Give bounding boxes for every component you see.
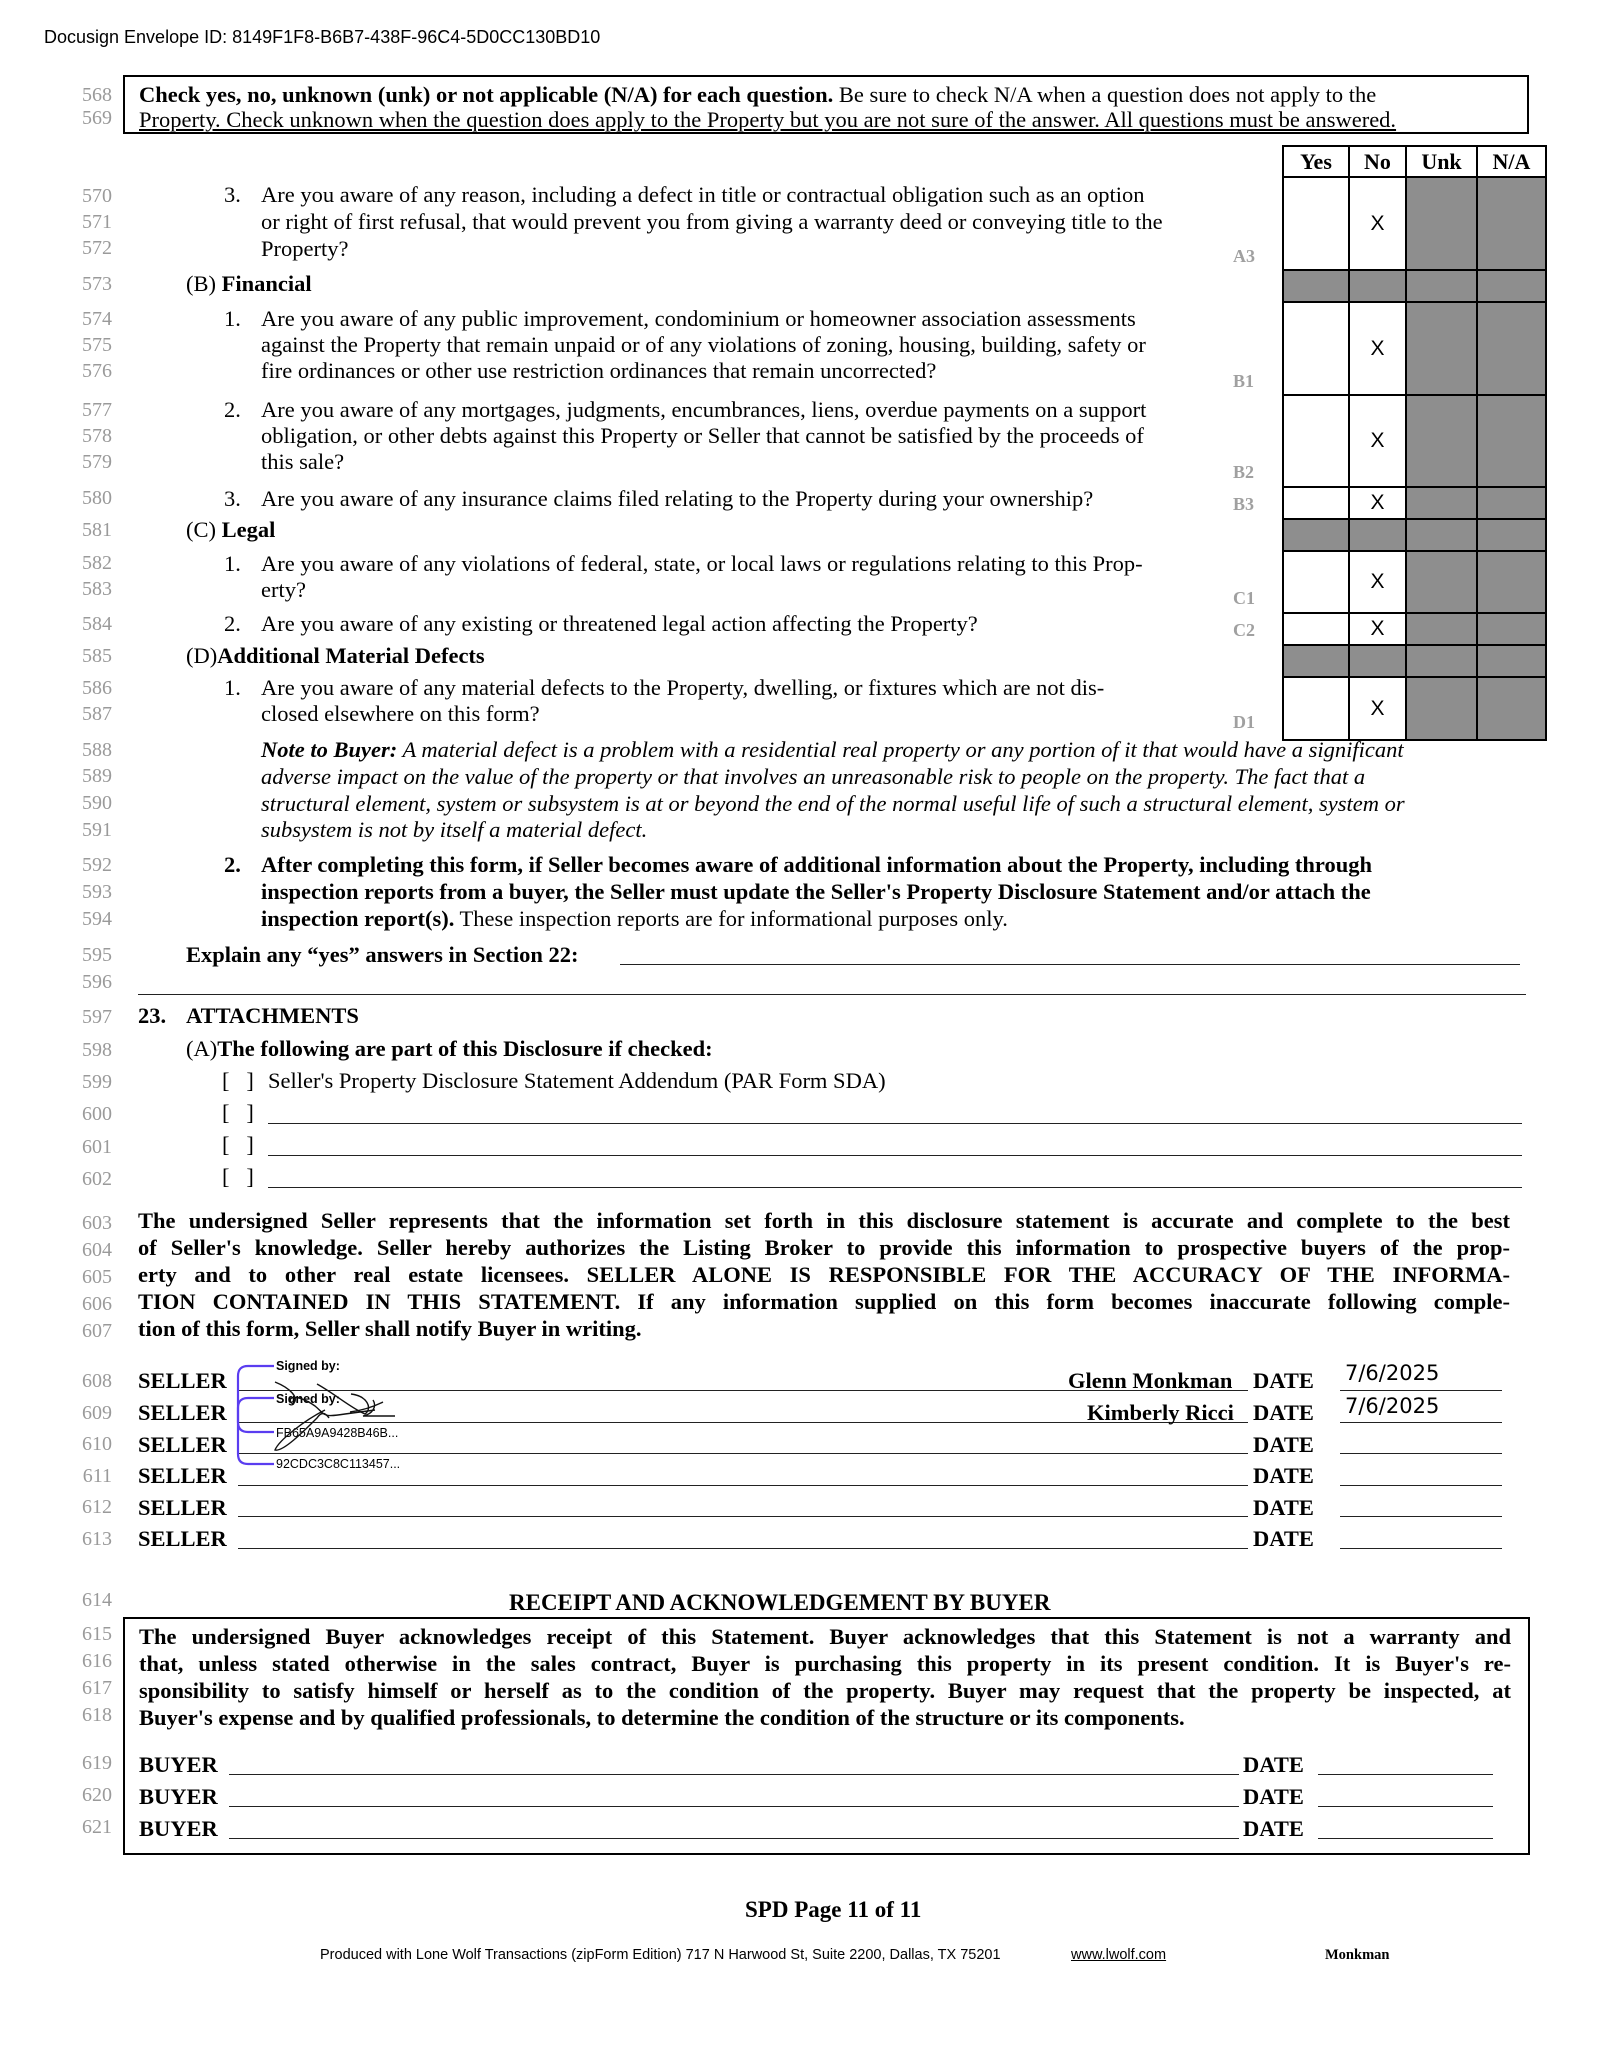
- line-number: 589: [82, 765, 112, 787]
- grid-row-b3: [1283, 487, 1546, 519]
- seller-signature-line-4[interactable]: [238, 1485, 1248, 1486]
- row-label-b3: B3: [1233, 494, 1255, 514]
- line-number: 596: [82, 971, 112, 993]
- cell-disabled: [1477, 302, 1546, 395]
- line-number: 586: [82, 677, 112, 699]
- line-number: 568: [82, 84, 112, 106]
- attachment-label-1: Seller's Property Disclosure Statement Addendum (PAR Form SDA): [268, 1068, 886, 1093]
- seller-signature-line-5[interactable]: [238, 1516, 1248, 1517]
- checkbox-d1-yes[interactable]: [1283, 677, 1349, 740]
- line-number: 573: [82, 273, 112, 295]
- line-number: 581: [82, 519, 112, 541]
- seller-date-field-2[interactable]: [1340, 1422, 1502, 1423]
- buyer-signature-line-1[interactable]: [229, 1774, 1239, 1775]
- seller-date-value-1: 7/6/2025: [1345, 1361, 1440, 1385]
- line-number: 606: [82, 1293, 112, 1315]
- note-to-buyer: Note to Buyer: A material defect is a problem with a residential real property or any portion of it that would have a significant: [261, 737, 1404, 762]
- line-number: 584: [82, 613, 112, 635]
- cell-disabled: [1477, 551, 1546, 613]
- line-number: 572: [82, 237, 112, 259]
- line-number: 618: [82, 1704, 112, 1726]
- attachment-checkbox-2[interactable]: [ ]: [222, 1100, 254, 1125]
- buyer-date-field-3[interactable]: [1318, 1838, 1493, 1839]
- seller-date-field-4[interactable]: [1340, 1485, 1502, 1486]
- line-number: 574: [82, 308, 112, 330]
- row-label-c2: C2: [1233, 620, 1255, 640]
- seller-date-value-2: 7/6/2025: [1345, 1394, 1440, 1418]
- seller-name-1: Glenn Monkman: [1068, 1368, 1233, 1393]
- checkbox-b1-no[interactable]: X: [1349, 302, 1406, 395]
- line-number: 579: [82, 451, 112, 473]
- attachment-checkbox-4[interactable]: [ ]: [222, 1164, 254, 1189]
- page-number: SPD Page 11 of 11: [745, 1897, 922, 1922]
- checkbox-d1-no[interactable]: X: [1349, 677, 1406, 740]
- line-number: 616: [82, 1650, 112, 1672]
- attachment-input-4[interactable]: [268, 1187, 1522, 1188]
- line-number: 607: [82, 1320, 112, 1342]
- row-label-a3: A3: [1233, 246, 1255, 266]
- line-number: 570: [82, 185, 112, 207]
- docusign-signed-by-2: Signed by:: [276, 1392, 340, 1406]
- cell-disabled: [1477, 395, 1546, 487]
- line-number: 608: [82, 1370, 112, 1392]
- explain-input-line-1[interactable]: [620, 964, 1520, 965]
- seller-name-2: Kimberly Ricci: [1087, 1400, 1234, 1425]
- footer-file-name: Monkman: [1325, 1947, 1390, 1963]
- line-number: 621: [82, 1816, 112, 1838]
- cell-disabled: [1406, 487, 1477, 519]
- question-a3-text: Are you aware of any reason, including a defect in title or contractual obligation such as an option: [261, 182, 1145, 207]
- line-number: 620: [82, 1784, 112, 1806]
- buyer-acknowledgement-box: The undersigned Buyer acknowledges receipt of this Statement. Buyer acknowledges that this Statement is not a warranty and that, unless stated otherwise in the sales contract, Buyer is purchasing this property in its present condition. It is Buyer's re- sponsibility to satisfy himself or herself as to the condition of the property. Buyer may request that the property be inspected, at Buyer's expense and by qualified professionals, to determine the condition of the structure or its components. BUYER DATE BUYER DATE BUYER DATE: [123, 1617, 1530, 1855]
- grid-row-c1: [1283, 551, 1546, 613]
- grid-row-b2: [1283, 395, 1546, 487]
- docusign-envelope-id: Docusign Envelope ID: 8149F1F8-B6B7-438F-96C4-5D0CC130BD10: [44, 27, 601, 47]
- buyer-label: BUYER: [139, 1752, 218, 1777]
- cell-disabled: [1477, 613, 1546, 645]
- line-number: 577: [82, 399, 112, 421]
- checkbox-a3-no[interactable]: X: [1349, 177, 1406, 270]
- cell-disabled: [1406, 677, 1477, 740]
- line-number: 582: [82, 552, 112, 574]
- line-number: 588: [82, 739, 112, 761]
- row-label-b2: B2: [1233, 462, 1255, 482]
- grid-row-divider: [1283, 519, 1546, 551]
- buyer-date-field-2[interactable]: [1318, 1806, 1493, 1807]
- question-d2-text: After completing this form, if Seller becomes aware of additional information about the Property, including through: [261, 852, 1373, 877]
- line-number: 609: [82, 1402, 112, 1424]
- line-number: 578: [82, 425, 112, 447]
- footer-link[interactable]: www.lwolf.com: [1071, 1947, 1167, 1963]
- explain-label: Explain any “yes” answers in Section 22:: [186, 942, 579, 967]
- line-number: 583: [82, 578, 112, 600]
- line-number: 580: [82, 487, 112, 509]
- header-unk: Unk: [1406, 146, 1477, 177]
- seller-label: SELLER: [138, 1400, 227, 1425]
- answer-grid: [1282, 145, 1545, 741]
- docusign-signed-by-1: Signed by:: [276, 1359, 340, 1373]
- checkbox-b1-yes[interactable]: [1283, 302, 1349, 395]
- attachments-subheading: (A)The following are part of this Disclosure if checked:: [186, 1036, 713, 1061]
- section-b-heading: (B) Financial: [186, 271, 312, 296]
- line-number: 571: [82, 211, 112, 233]
- cell-disabled: [1406, 551, 1477, 613]
- line-number: 593: [82, 881, 112, 903]
- checkbox-b2-no[interactable]: X: [1349, 395, 1406, 487]
- line-number: 587: [82, 703, 112, 725]
- line-number: 619: [82, 1752, 112, 1774]
- buyer-section-title: RECEIPT AND ACKNOWLEDGEMENT BY BUYER: [509, 1590, 1051, 1615]
- grid-row-c2: [1283, 613, 1546, 645]
- seller-date-field-6[interactable]: [1340, 1548, 1502, 1549]
- line-number: 603: [82, 1212, 112, 1234]
- attachments-number: 23.: [138, 1003, 167, 1028]
- seller-signature-line-6[interactable]: [238, 1548, 1248, 1549]
- line-number: 575: [82, 334, 112, 356]
- line-number: 601: [82, 1136, 112, 1158]
- footer-produced-with: Produced with Lone Wolf Transactions (zipForm Edition) 717 N Harwood St, Suite 2200, Dallas, TX 75201: [320, 1947, 1001, 1963]
- explain-input-line-2[interactable]: [138, 994, 1526, 995]
- line-number: 591: [82, 819, 112, 841]
- checkbox-c1-no[interactable]: X: [1349, 551, 1406, 613]
- cell-disabled: [1406, 613, 1477, 645]
- line-number: 600: [82, 1103, 112, 1125]
- line-number: 569: [82, 107, 112, 129]
- instructions-box: [123, 75, 1529, 134]
- seller-date-field-1[interactable]: [1340, 1390, 1502, 1391]
- seller-date-field-5[interactable]: [1340, 1516, 1502, 1517]
- question-b3-text: Are you aware of any insurance claims filed relating to the Property during your ownership?: [261, 486, 1094, 511]
- line-number: 585: [82, 645, 112, 667]
- docusign-id-2: 92CDC3C8C113457...: [276, 1457, 401, 1471]
- header-yes: Yes: [1283, 146, 1349, 177]
- attachment-input-3[interactable]: [268, 1155, 1522, 1156]
- line-number: 597: [82, 1006, 112, 1028]
- row-label-c1: C1: [1233, 588, 1255, 608]
- attachments-title: ATTACHMENTS: [186, 1003, 359, 1028]
- line-number: 576: [82, 360, 112, 382]
- line-number: 605: [82, 1266, 112, 1288]
- line-number: 615: [82, 1623, 112, 1645]
- checkbox-b2-yes[interactable]: [1283, 395, 1349, 487]
- grid-row-b1: [1283, 302, 1546, 395]
- line-number: 598: [82, 1039, 112, 1061]
- line-number: 617: [82, 1677, 112, 1699]
- header-na: N/A: [1477, 146, 1546, 177]
- line-number: 612: [82, 1496, 112, 1518]
- grid-header: [1283, 146, 1546, 177]
- attachment-input-2[interactable]: [268, 1123, 1522, 1124]
- header-no: No: [1349, 146, 1406, 177]
- checkbox-c1-yes[interactable]: [1283, 551, 1349, 613]
- line-number: 604: [82, 1239, 112, 1261]
- handwritten-signature: [255, 1370, 455, 1470]
- checkbox-b3-yes[interactable]: [1283, 487, 1349, 519]
- line-number: 599: [82, 1071, 112, 1093]
- checkbox-a3-yes[interactable]: [1283, 177, 1349, 270]
- line-number: 613: [82, 1528, 112, 1550]
- instructions-line-2: Property. Check unknown when the question does apply to the Property but you are not sure of the answer. All questions must be answered.: [139, 107, 1397, 132]
- question-b1-text: Are you aware of any public improvement, condominium or homeowner association assessments: [261, 306, 1136, 331]
- question-b2-text: Are you aware of any mortgages, judgments, encumbrances, liens, overdue payments on a support: [261, 397, 1147, 422]
- grid-row-a3: [1283, 177, 1546, 270]
- cell-disabled: [1406, 177, 1477, 270]
- cell-disabled: [1477, 177, 1546, 270]
- checkbox-c2-yes[interactable]: [1283, 613, 1349, 645]
- line-number: 610: [82, 1433, 112, 1455]
- line-number: 594: [82, 908, 112, 930]
- buyer-signature-line-2[interactable]: [229, 1806, 1239, 1807]
- question-a3-number: 3.: [224, 182, 241, 207]
- docusign-id-1: FB65A9A9428B46B...: [276, 1426, 399, 1440]
- grid-row-d1: [1283, 677, 1546, 740]
- line-number: 602: [82, 1168, 112, 1190]
- cell-disabled: [1406, 395, 1477, 487]
- cell-disabled: [1477, 677, 1546, 740]
- line-number: 592: [82, 854, 112, 876]
- question-c2-text: Are you aware of any existing or threatened legal action affecting the Property?: [261, 611, 978, 636]
- row-label-b1: B1: [1233, 371, 1255, 391]
- line-number: 614: [82, 1589, 112, 1611]
- grid-row-divider: [1283, 645, 1546, 677]
- seller-date-field-3[interactable]: [1340, 1453, 1502, 1454]
- section-c-heading: (C) Legal: [186, 517, 276, 542]
- line-number: 611: [82, 1465, 112, 1487]
- question-d1-text: Are you aware of any material defects to the Property, dwelling, or fixtures which are not dis-: [261, 675, 1105, 700]
- date-label: DATE: [1253, 1368, 1314, 1393]
- question-c1-text: Are you aware of any violations of federal, state, or local laws or regulations relating to this Prop-: [261, 551, 1143, 576]
- grid-row-divider: [1283, 270, 1546, 302]
- seller-label: SELLER: [138, 1368, 227, 1393]
- buyer-date-field-1[interactable]: [1318, 1774, 1493, 1775]
- instructions-line-1: Check yes, no, unknown (unk) or not applicable (N/A) for each question. Be sure to check N/A when a question does not apply to the: [139, 82, 1377, 107]
- checkbox-b3-no[interactable]: X: [1349, 487, 1406, 519]
- line-number: 590: [82, 792, 112, 814]
- attachment-checkbox-3[interactable]: [ ]: [222, 1132, 254, 1157]
- cell-disabled: [1406, 302, 1477, 395]
- cell-disabled: [1477, 487, 1546, 519]
- line-number: 595: [82, 944, 112, 966]
- section-d-heading: (D)Additional Material Defects: [186, 643, 485, 668]
- row-label-d1: D1: [1233, 712, 1255, 732]
- checkbox-c2-no[interactable]: X: [1349, 613, 1406, 645]
- buyer-signature-line-3[interactable]: [229, 1838, 1239, 1839]
- attachment-checkbox-1[interactable]: [ ]: [222, 1068, 254, 1093]
